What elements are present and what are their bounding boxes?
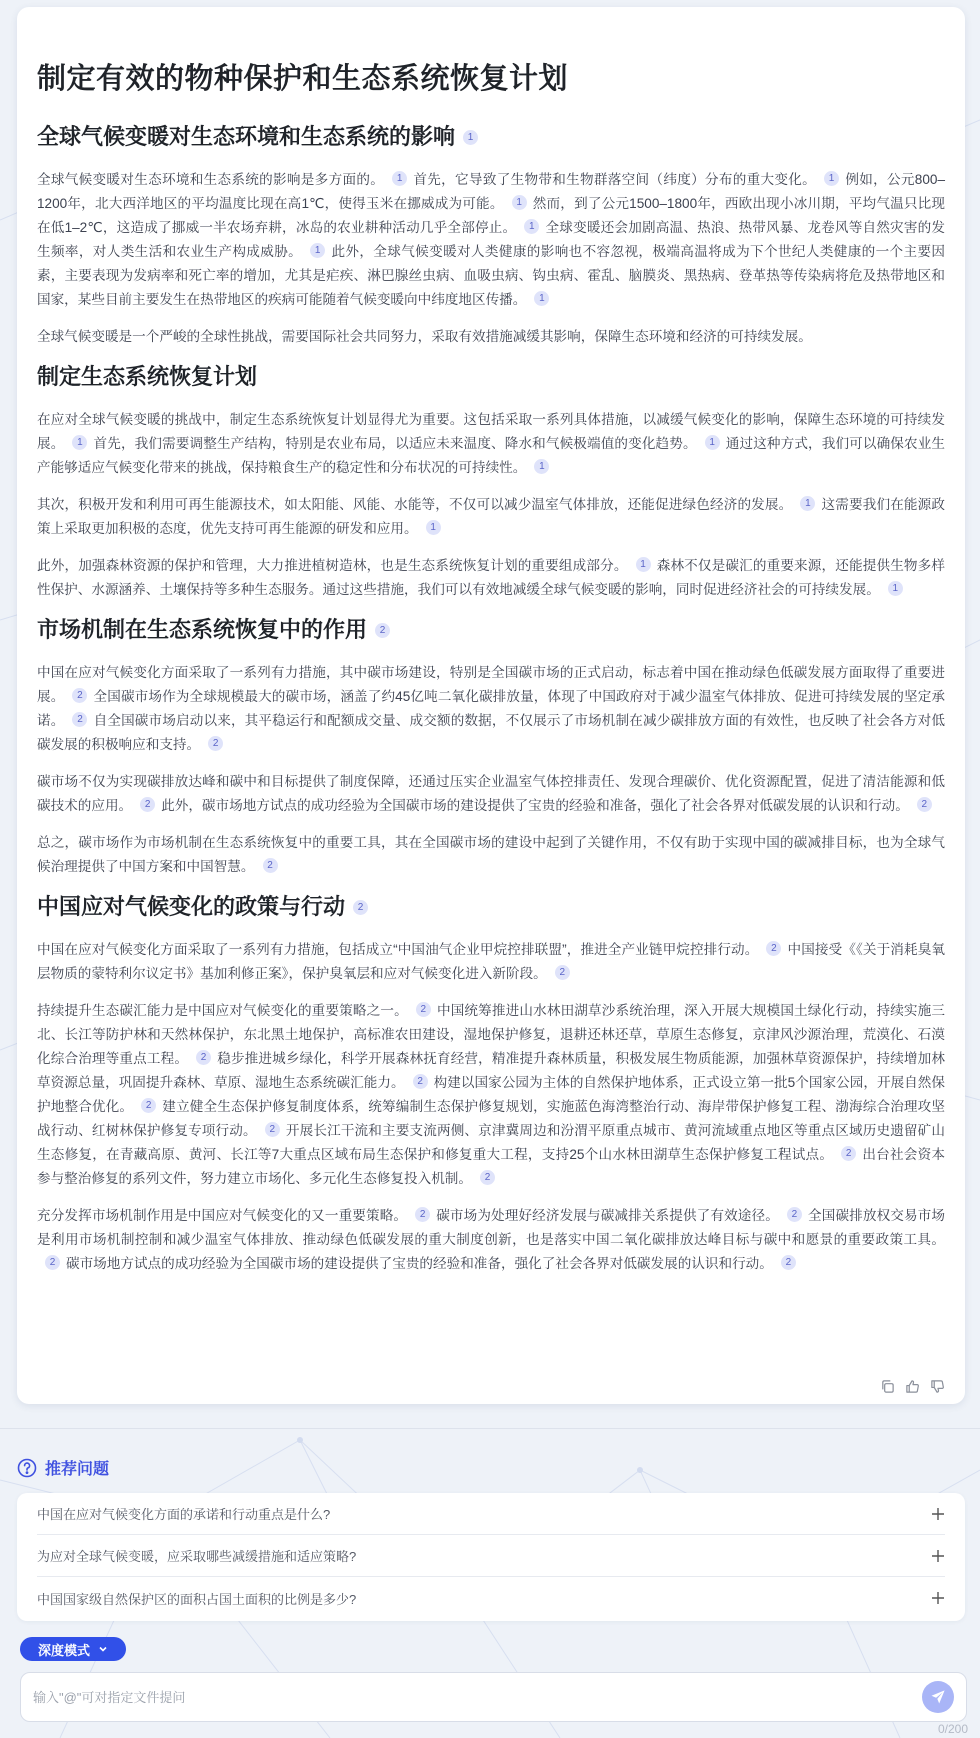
citation-badge[interactable]: 1 xyxy=(310,243,325,258)
section-heading xyxy=(37,614,945,646)
citation-badge[interactable]: 2 xyxy=(781,1255,796,1270)
citation-badge[interactable]: 1 xyxy=(392,171,407,186)
answer-paragraph xyxy=(37,493,945,541)
paragraph-text: 通过这种方式，我们可以确保农业生产能够适应气候变化带来的挑战，保持粮食生产的稳定性和分布状况的可持续性。 xyxy=(37,436,946,475)
paragraph-text: 在应对全球气候变暖的挑战中，制定生态系统恢复计划显得尤为重要。这包括采取一系列具体措施，以减缓气候变化的影响，保障生态环境的可持续发展。 xyxy=(37,412,945,451)
answer-body xyxy=(37,121,945,1276)
section-heading xyxy=(37,121,945,153)
paragraph-text: 构建以国家公园为主体的自然保护地体系，正式设立第一批5个国家公园，开展自然保护地整合优化。 xyxy=(37,1075,946,1114)
citation-badge[interactable]: 1 xyxy=(636,557,651,572)
plus-icon[interactable] xyxy=(931,1507,945,1521)
section-heading xyxy=(37,891,945,923)
question-circle-icon xyxy=(17,1458,37,1478)
copy-icon[interactable] xyxy=(880,1379,895,1394)
paragraph-text: 其次，积极开发和利用可再生能源技术，如太阳能、风能、水能等，不仅可以减少温室气体排放，还能促进绿色经济的发展。 xyxy=(37,497,793,512)
answer-paragraph xyxy=(37,661,945,757)
recommendation-text: 中国国家级自然保护区的面积占国土面积的比例是多少? xyxy=(37,1591,357,1607)
citation-badge[interactable]: 2 xyxy=(72,712,87,727)
answer-section xyxy=(37,361,945,602)
citation-badge[interactable]: 2 xyxy=(917,797,932,812)
answer-paragraph xyxy=(37,554,945,602)
citation-badge[interactable]: 1 xyxy=(524,219,539,234)
recommendation-text: 中国在应对气候变化方面的承诺和行动重点是什么? xyxy=(37,1507,331,1522)
paragraph-text: 总之，碳市场作为市场机制在生态系统恢复中的重要工具，其在全国碳市场的建设中起到了关键作用，不仅有助于实现中国的碳减排目标，也为全球气候治理提供了中国方案和中国智慧。 xyxy=(37,835,945,874)
citation-badge[interactable]: 2 xyxy=(766,941,781,956)
citation-badge[interactable]: 2 xyxy=(353,900,368,915)
citation-badge[interactable]: 1 xyxy=(72,435,87,450)
paragraph-text: 稳步推进城乡绿化，科学开展森林抚育经营，精准提升森林质量，积极发展生物质能源，加强林草资源保护，持续增加林草资源总量，巩固提升森林、草原、湿地生态系统碳汇能力。 xyxy=(37,1051,945,1090)
paragraph-text: 碳市场地方试点的成功经验为全国碳市场的建设提供了宝贵的经验和准备，强化了社会各界对低碳发展的认识和行动。 xyxy=(66,1256,773,1271)
paragraph-text: 中国在应对气候变化方面采取了一系列有力措施，包括成立“中国油气企业甲烷控排联盟”，推进全产业链甲烷控排行动。 xyxy=(37,942,759,957)
citation-badge[interactable]: 2 xyxy=(140,797,155,812)
paragraph-text: 开展长江干流和主要支流两侧、京津冀周边和汾渭平原重点城市、黄河流域重点地区等重点区域历史遗留矿山生态修复，在青藏高原、黄河、长江等7大重点区域布局生态保护和修复重大工程，支持25个山水林田湖草生态保护修复工程试点。 xyxy=(37,1123,945,1162)
paragraph-text: 中国统筹推进山水林田湖草沙系统治理，深入开展大规模国土绿化行动，持续实施三北、长江等防护林和天然林保护，东北黑土地保护，高标准农田建设，湿地保护修复，退耕还林还草，草原生态修复，京津风沙源治理，荒漠化、石漠化综合治理等重点工程。 xyxy=(37,1003,945,1066)
deep-mode-dropdown[interactable] xyxy=(20,1637,126,1661)
recommendation-item[interactable] xyxy=(37,1535,945,1577)
citation-badge[interactable]: 1 xyxy=(534,291,549,306)
paragraph-text: 全国碳市场作为全球规模最大的碳市场，涵盖了约45亿吨二氧化碳排放量，体现了中国政府对于减少温室气体排放、促进可持续发展的坚定承诺。 xyxy=(37,689,945,728)
answer-paragraph xyxy=(37,831,945,879)
answer-paragraph xyxy=(37,770,945,818)
paragraph-text: 碳市场为处理好经济发展与碳减排关系提供了有效途径。 xyxy=(436,1208,779,1223)
section-divider xyxy=(0,1428,980,1429)
citation-badge[interactable]: 1 xyxy=(534,459,549,474)
recommendations-title: 推荐问题 xyxy=(45,1461,110,1478)
paragraph-text: 森林不仅是碳汇的重要来源，还能提供生物多样性保护、水源涵养、土壤保持等多种生态服务。通过这些措施，我们可以有效地减缓全球气候变暖的影响，同时促进经济社会的可持续发展。 xyxy=(37,558,945,597)
send-button[interactable] xyxy=(922,1681,954,1713)
question-input-box xyxy=(20,1672,967,1722)
section-heading-text: 市场机制在生态系统恢复中的作用 xyxy=(37,617,368,642)
section-heading-text: 全球气候变暖对生态环境和生态系统的影响 xyxy=(37,124,456,149)
answer-paragraph xyxy=(37,168,945,312)
paragraph-text: 全球气候变暖对生态环境和生态系统的影响是多方面的。 xyxy=(37,172,385,187)
question-input[interactable] xyxy=(33,1690,922,1705)
answer-section xyxy=(37,614,945,879)
character-counter: 0/200 xyxy=(937,1722,968,1736)
citation-badge[interactable]: 2 xyxy=(196,1050,211,1065)
citation-badge[interactable]: 2 xyxy=(141,1098,156,1113)
paragraph-text: 全球气候变暖是一个严峻的全球性挑战，需要国际社会共同努力，采取有效措施减缓其影响，保障生态环境和经济的可持续发展。 xyxy=(37,329,812,344)
paragraph-text: 这需要我们在能源政策上采取更加积极的态度，优先支持可再生能源的研发和应用。 xyxy=(37,497,945,536)
citation-badge[interactable]: 1 xyxy=(463,130,478,145)
answer-paragraph xyxy=(37,938,945,986)
paragraph-text: 出台社会资本参与整治修复的系列文件，努力建立市场化、多元化生态修复投入机制。 xyxy=(37,1147,945,1186)
paragraph-text: 充分发挥市场机制作用是中国应对气候变化的又一重要策略。 xyxy=(37,1208,408,1223)
plus-icon[interactable] xyxy=(931,1549,945,1563)
section-heading-text: 中国应对气候变化的政策与行动 xyxy=(37,894,346,919)
thumbs-down-icon[interactable] xyxy=(930,1379,945,1394)
section-heading xyxy=(37,361,945,393)
paragraph-text: 全球变暖还会加剧高温、热浪、热带风暴、龙卷风等自然灾害的发生频率，对人类生活和农业生产构成威胁。 xyxy=(37,220,945,259)
chevron-down-icon xyxy=(98,1644,108,1654)
paragraph-text: 首先，它导致了生物带和生物群落空间（纬度）分布的重大变化。 xyxy=(413,172,817,187)
paragraph-text: 持续提升生态碳汇能力是中国应对气候变化的重要策略之一。 xyxy=(37,1003,408,1018)
paragraph-text: 此外，碳市场地方试点的成功经验为全国碳市场的建设提供了宝贵的经验和准备，强化了社会各界对低碳发展的认识和行动。 xyxy=(161,798,909,813)
paragraph-text: 中国接受《《关于消耗臭氧层物质的蒙特利尔议定书》基加利修正案》，保护臭氧层和应对气候变化进入新阶段。 xyxy=(37,942,945,981)
citation-badge[interactable]: 1 xyxy=(426,520,441,535)
recommendations-header xyxy=(17,1456,109,1479)
answer-card xyxy=(17,7,965,1404)
answer-paragraph xyxy=(37,408,945,480)
citation-badge[interactable]: 1 xyxy=(800,496,815,511)
citation-badge[interactable]: 2 xyxy=(413,1074,428,1089)
section-heading-text: 制定生态系统恢复计划 xyxy=(37,364,258,389)
answer-paragraph xyxy=(37,999,945,1191)
citation-badge[interactable]: 2 xyxy=(263,858,278,873)
citation-badge[interactable]: 2 xyxy=(416,1002,431,1017)
citation-badge[interactable]: 1 xyxy=(512,195,527,210)
send-icon xyxy=(930,1689,946,1705)
citation-badge[interactable]: 2 xyxy=(787,1207,802,1222)
paragraph-text: 首先，我们需要调整生产结构，特别是农业布局，以适应未来温度、降水和气候极端值的变化趋势。 xyxy=(93,436,697,451)
answer-paragraph xyxy=(37,1204,945,1276)
citation-badge[interactable]: 2 xyxy=(415,1207,430,1222)
recommendations-list xyxy=(17,1493,965,1621)
paragraph-text: 建立健全生态保护修复制度体系，统筹编制生态保护修复规划，实施蓝色海湾整治行动、海岸带保护修复工程、渤海综合治理攻坚战行动、红树林保护修复专项行动。 xyxy=(37,1099,945,1138)
citation-badge[interactable]: 2 xyxy=(72,688,87,703)
recommendation-text: 为应对全球气候变暖，应采取哪些减缓措施和适应策略? xyxy=(37,1549,357,1564)
plus-icon[interactable] xyxy=(931,1591,945,1605)
citation-badge[interactable]: 2 xyxy=(208,736,223,751)
citation-badge[interactable]: 1 xyxy=(888,581,903,596)
recommendation-item[interactable] xyxy=(37,1493,945,1535)
thumbs-up-icon[interactable] xyxy=(905,1379,920,1394)
deep-mode-label: 深度模式 xyxy=(37,1642,90,1658)
recommendation-item[interactable] xyxy=(37,1577,945,1619)
citation-badge[interactable]: 1 xyxy=(705,435,720,450)
document-title: 制定有效的物种保护和生态系统恢复计划 xyxy=(37,63,569,95)
citation-badge[interactable]: 2 xyxy=(375,623,390,638)
answer-actions xyxy=(880,1379,945,1394)
citation-badge[interactable]: 1 xyxy=(824,171,839,186)
paragraph-text: 然而，到了公元1500–1800年，西欧出现小冰川期，平均气温只比现在低1–2℃，这造成了挪威一半农场弃耕，冰岛的农业耕种活动几乎全部停止。 xyxy=(37,196,945,235)
paragraph-text: 自全国碳市场启动以来，其平稳运行和配额成交量、成交额的数据，不仅展示了市场机制在减少碳排放方面的有效性，也反映了社会各方对低碳发展的积极响应和支持。 xyxy=(37,713,945,752)
paragraph-text: 此外，加强森林资源的保护和管理，大力推进植树造林，也是生态系统恢复计划的重要组成部分。 xyxy=(37,558,628,573)
paragraph-text: 碳市场不仅为实现碳排放达峰和碳中和目标提供了制度保障，还通过压实企业温室气体控排责任、发现合理碳价、优化资源配置，促进了清洁能源和低碳技术的应用。 xyxy=(37,774,945,813)
citation-badge[interactable]: 2 xyxy=(265,1122,280,1137)
paragraph-text: 例如，公元800–1200年，北大西洋地区的平均温度比现在高1℃，使得玉米在挪威成为可能。 xyxy=(37,172,945,211)
paragraph-text: 中国在应对气候变化方面采取了一系列有力措施，其中碳市场建设，特别是全国碳市场的正式启动，标志着中国在推动绿色低碳发展方面取得了重要进展。 xyxy=(37,665,945,704)
citation-badge[interactable]: 2 xyxy=(480,1170,495,1185)
paragraph-text: 全国碳排放权交易市场是利用市场机制控制和减少温室气体排放、推动绿色低碳发展的重大制度创新，也是落实中国二氧化碳排放达峰目标与碳中和愿景的重要政策工具。 xyxy=(37,1208,946,1247)
citation-badge[interactable]: 2 xyxy=(555,965,570,980)
paragraph-text: 此外，全球气候变暖对人类健康的影响也不容忽视，极端高温将成为下个世纪人类健康的一个主要因素，主要表现为发病率和死亡率的增加，尤其是疟疾、淋巴腺丝虫病、血吸虫病、钩虫病、霍乱、脑膜炎、黑热病、登革热等传染病将危及热带地区和国家，某些目前主要发生在热带地区的疾病可能随着气候变暖向中纬度地区传播。 xyxy=(37,244,945,307)
citation-badge[interactable]: 2 xyxy=(841,1146,856,1161)
answer-section xyxy=(37,121,945,349)
answer-section xyxy=(37,891,945,1276)
answer-paragraph xyxy=(37,325,945,349)
citation-badge[interactable]: 2 xyxy=(45,1255,60,1270)
